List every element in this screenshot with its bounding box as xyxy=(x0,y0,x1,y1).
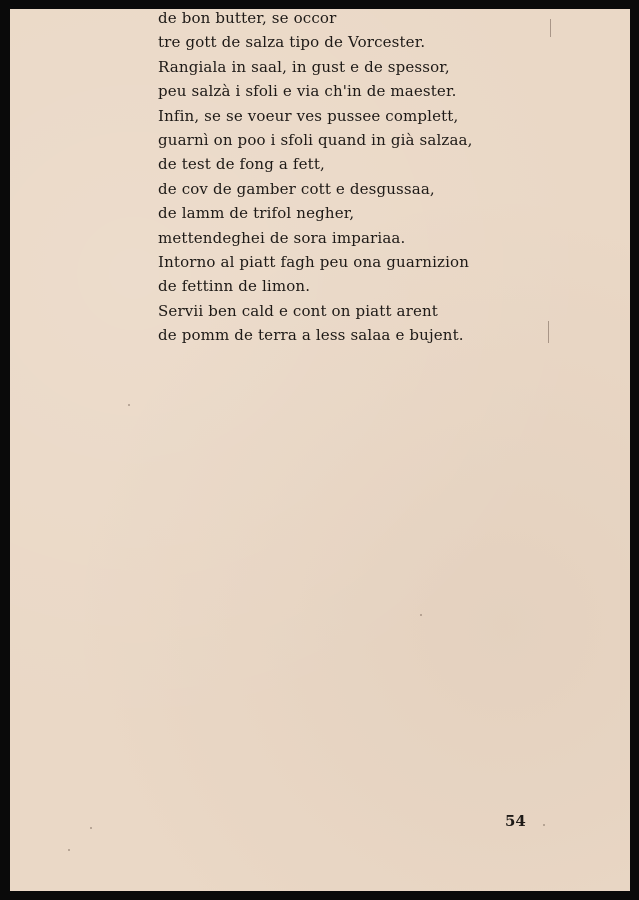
poem-line: de lamm de trifol negher, xyxy=(158,204,355,223)
poem-line: de fettinn de limon. xyxy=(158,277,311,296)
poem-line: Servii ben cald e cont on piatt arent xyxy=(158,301,438,320)
paper-scratch xyxy=(550,19,551,37)
poem-line: Infin, se se voeur ves pussee complett, xyxy=(158,106,459,125)
poem-line: Intorno al piatt fagh peu ona guarnizion xyxy=(158,253,470,272)
paper-speck xyxy=(90,827,92,829)
poem-line: mettendeghei de sora impariaa. xyxy=(158,228,406,247)
paper-speck xyxy=(68,849,70,851)
page-number: 54 xyxy=(505,812,526,830)
poem-line: Rangiala in saal, in gust e de spessor, xyxy=(158,57,450,76)
poem-line: de pomm de terra a less salaa e bujent. xyxy=(158,326,464,345)
poem-line: de bon butter, se occor xyxy=(158,9,337,27)
paper-speck xyxy=(543,824,545,826)
poem-line: peu salzà i sfoli e via ch'in de maester. xyxy=(158,82,457,101)
poem-text xyxy=(158,9,473,348)
poem-line: de test de fong a fett, xyxy=(158,155,325,174)
paper-speck xyxy=(420,614,422,616)
poem-line: de cov de gamber cott e desgussaa, xyxy=(158,179,435,198)
book-page xyxy=(10,9,630,891)
paper-speck xyxy=(128,404,130,406)
poem-line: guarnì on poo i sfoli quand in già salzaa, xyxy=(158,131,473,150)
paper-scratch xyxy=(548,321,549,343)
poem-line: tre gott de salza tipo de Vorcester. xyxy=(158,33,426,52)
